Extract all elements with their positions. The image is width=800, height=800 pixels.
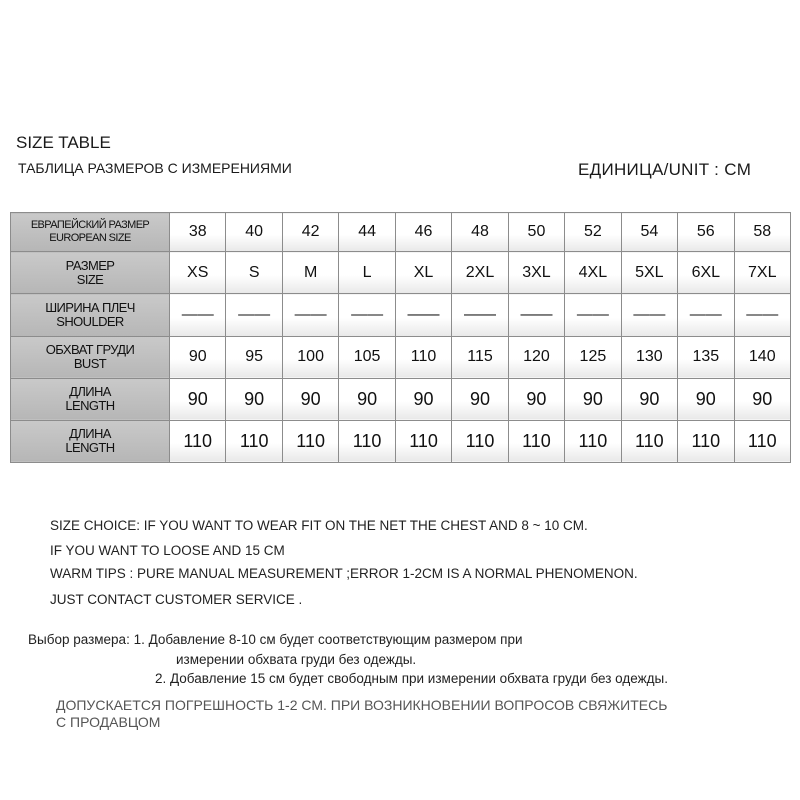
table-cell: 7XL bbox=[734, 252, 790, 294]
table-cell: 90 bbox=[734, 378, 790, 420]
table-cell: 105 bbox=[339, 336, 395, 378]
row-header-label-ru: ДЛИНА bbox=[69, 384, 111, 400]
table-cell: 90 bbox=[282, 378, 338, 420]
table-cell: 110 bbox=[395, 336, 451, 378]
table-cell: 90 bbox=[452, 378, 508, 420]
table-cell: 90 bbox=[170, 378, 226, 420]
ru-tolerance-note-cont: С ПРОДАВЦОМ bbox=[56, 714, 161, 730]
table-cell: 140 bbox=[734, 336, 790, 378]
table-cell: 90 bbox=[170, 336, 226, 378]
row-header bbox=[11, 378, 170, 420]
table-cell: 110 bbox=[678, 420, 734, 462]
row-header-label-en: EUROPEAN SIZE bbox=[49, 232, 131, 245]
table-cell: 110 bbox=[452, 420, 508, 462]
table-cell: 6XL bbox=[678, 252, 734, 294]
table-cell: 110 bbox=[621, 420, 677, 462]
row-header-label-ru: ЕВРАПЕЙСКИЙ РАЗМЕР bbox=[30, 219, 150, 232]
table-cell: 3XL bbox=[508, 252, 564, 294]
page-subtitle: ТАБЛИЦА РАЗМЕРОВ С ИЗМЕРЕНИЯМИ bbox=[18, 160, 292, 176]
table-cell: 90 bbox=[565, 378, 621, 420]
table-cell: 56 bbox=[678, 213, 734, 252]
contact-note: JUST CONTACT CUSTOMER SERVICE . bbox=[50, 592, 303, 607]
table-row bbox=[11, 213, 791, 252]
table-cell: —— bbox=[452, 294, 508, 336]
table-cell: 110 bbox=[395, 420, 451, 462]
table-cell: —— bbox=[170, 294, 226, 336]
row-header-label-en: SHOULDER bbox=[56, 313, 124, 329]
table-row bbox=[11, 420, 791, 462]
page-title: SIZE TABLE bbox=[16, 133, 111, 152]
table-cell: 46 bbox=[395, 213, 451, 252]
table-cell: M bbox=[282, 252, 338, 294]
table-cell: L bbox=[339, 252, 395, 294]
table-cell: 90 bbox=[621, 378, 677, 420]
table-cell: 90 bbox=[508, 378, 564, 420]
table-cell: —— bbox=[508, 294, 564, 336]
row-header-label-ru: ОБХВАТ ГРУДИ bbox=[45, 342, 135, 358]
table-cell: S bbox=[226, 252, 282, 294]
row-header-label-en: LENGTH bbox=[65, 398, 115, 414]
row-header-label-ru: РАЗМЕР bbox=[65, 257, 115, 273]
table-cell: 42 bbox=[282, 213, 338, 252]
table-cell: —— bbox=[621, 294, 677, 336]
table-cell: —— bbox=[282, 294, 338, 336]
table-cell: 5XL bbox=[621, 252, 677, 294]
table-cell: 90 bbox=[395, 378, 451, 420]
row-header bbox=[11, 420, 170, 462]
ru-size-choice-note-cont: измерении обхвата груди без одежды. bbox=[176, 652, 417, 667]
table-cell: 52 bbox=[565, 213, 621, 252]
table-cell: 125 bbox=[565, 336, 621, 378]
row-header bbox=[11, 252, 170, 294]
table-cell: 110 bbox=[508, 420, 564, 462]
table-cell: 48 bbox=[452, 213, 508, 252]
row-header-label-en: LENGTH bbox=[65, 440, 115, 456]
row-header-label-ru: ДЛИНА bbox=[69, 426, 111, 442]
table-cell: 4XL bbox=[565, 252, 621, 294]
table-cell: —— bbox=[678, 294, 734, 336]
table-cell: —— bbox=[565, 294, 621, 336]
table-cell: 2XL bbox=[452, 252, 508, 294]
table-cell: —— bbox=[226, 294, 282, 336]
row-header bbox=[11, 294, 170, 336]
table-cell: 54 bbox=[621, 213, 677, 252]
table-cell: 90 bbox=[678, 378, 734, 420]
table-row bbox=[11, 252, 791, 294]
table-cell: 110 bbox=[339, 420, 395, 462]
table-row bbox=[11, 294, 791, 336]
table-row bbox=[11, 378, 791, 420]
table-cell: 50 bbox=[508, 213, 564, 252]
table-cell: 110 bbox=[734, 420, 790, 462]
table-cell: 135 bbox=[678, 336, 734, 378]
size-table bbox=[10, 212, 791, 463]
table-cell: 110 bbox=[282, 420, 338, 462]
table-cell: 90 bbox=[226, 378, 282, 420]
table-cell: 95 bbox=[226, 336, 282, 378]
loose-fit-note: IF YOU WANT TO LOOSE AND 15 CM bbox=[50, 543, 285, 558]
unit-label: ЕДИНИЦА/UNIT : CM bbox=[578, 160, 752, 179]
table-cell: 115 bbox=[452, 336, 508, 378]
table-cell: 130 bbox=[621, 336, 677, 378]
table-cell: 58 bbox=[734, 213, 790, 252]
table-cell: 110 bbox=[170, 420, 226, 462]
row-header bbox=[11, 336, 170, 378]
table-cell: —— bbox=[734, 294, 790, 336]
ru-tolerance-note: ДОПУСКАЕТСЯ ПОГРЕШНОСТЬ 1-2 СМ. ПРИ ВОЗНИКНОВЕНИИ ВОПРОСОВ СВЯЖИТЕСЬ bbox=[56, 697, 668, 713]
table-cell: —— bbox=[395, 294, 451, 336]
table-cell: 110 bbox=[565, 420, 621, 462]
ru-loose-fit-note: 2. Добавление 15 см будет свободным при измерении обхвата груди без одежды. bbox=[155, 671, 668, 686]
table-cell: 110 bbox=[226, 420, 282, 462]
table-cell: 120 bbox=[508, 336, 564, 378]
table-cell: 44 bbox=[339, 213, 395, 252]
ru-size-choice-note: Выбор размера: 1. Добавление 8-10 см будет соответствующим размером при bbox=[28, 632, 523, 647]
table-cell: XL bbox=[395, 252, 451, 294]
table-cell: 90 bbox=[339, 378, 395, 420]
warm-tips-note: WARM TIPS : PURE MANUAL MEASUREMENT ;ERROR 1-2CM IS A NORMAL PHENOMENON. bbox=[50, 566, 638, 581]
row-header bbox=[11, 213, 170, 252]
table-row bbox=[11, 336, 791, 378]
table-cell: XS bbox=[170, 252, 226, 294]
row-header-label-en: SIZE bbox=[76, 271, 104, 287]
table-cell: 40 bbox=[226, 213, 282, 252]
table-cell: 38 bbox=[170, 213, 226, 252]
size-choice-note: SIZE CHOICE: IF YOU WANT TO WEAR FIT ON THE NET THE CHEST AND 8 ~ 10 CM. bbox=[50, 518, 588, 533]
table-cell: —— bbox=[339, 294, 395, 336]
table-cell: 100 bbox=[282, 336, 338, 378]
row-header-label-en: BUST bbox=[73, 356, 107, 372]
row-header-label-ru: ШИРИНА ПЛЕЧ bbox=[45, 299, 135, 315]
